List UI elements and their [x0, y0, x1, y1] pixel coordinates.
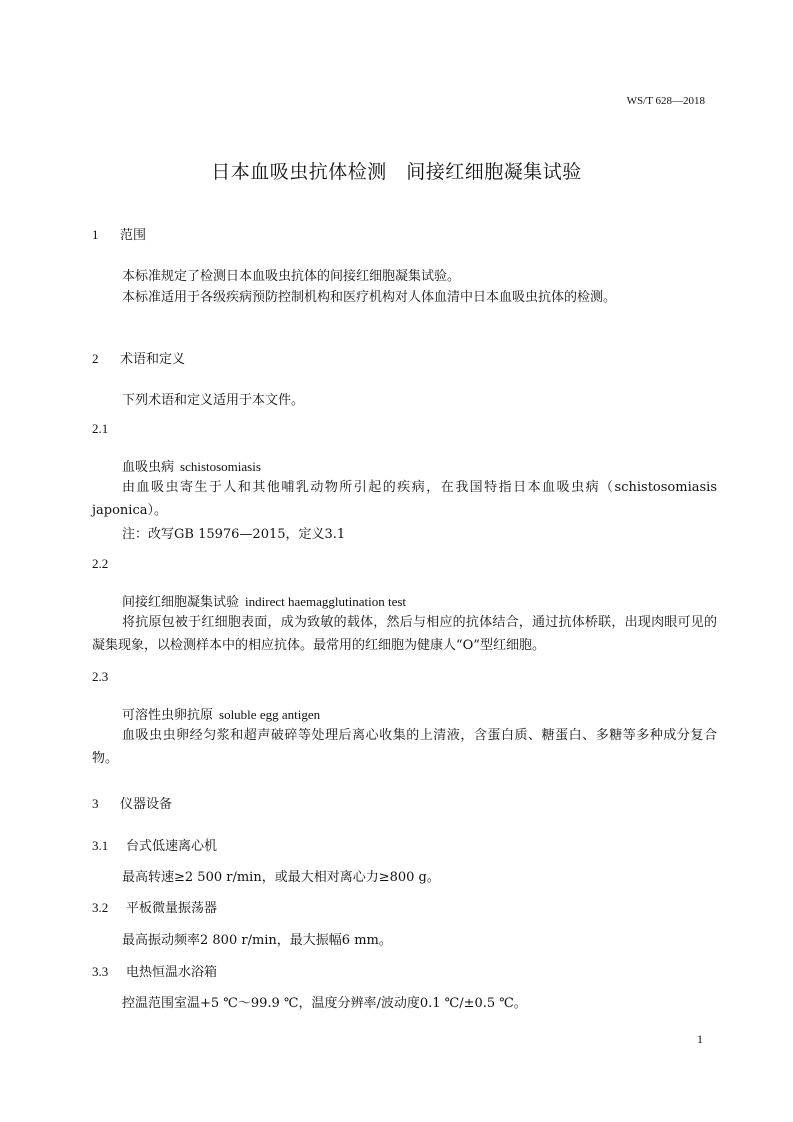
- paragraph: 最高振动频率2 800 r/min，最大振幅6 mm。: [122, 933, 392, 948]
- paragraph: 本标准规定了检测日本血吸虫抗体的间接红细胞凝集试验。: [122, 269, 461, 284]
- term-definition: 由血吸虫寄生于人和其他哺乳动物所引起的疾病，在我国特指日本血吸虫病（schistosomiasis japonica）。: [92, 480, 717, 518]
- paragraph: 最高转速≥2 500 r/min，或最大相对离心力≥800 g。: [122, 870, 440, 885]
- term-english: schistosomiasis: [180, 459, 261, 474]
- section-title: 范围: [120, 228, 147, 243]
- term-english: indirect haemagglutination test: [245, 594, 407, 609]
- term-number: 2.2: [92, 556, 109, 571]
- section-number: 1: [92, 227, 99, 242]
- subsection-3-1-heading: [92, 835, 217, 854]
- subsection-number: 3.2: [92, 900, 109, 915]
- term-entry: [122, 591, 406, 610]
- section-3-heading: [92, 793, 172, 812]
- section-1-heading: [92, 224, 146, 243]
- subsection-title: 平板微量振荡器: [126, 901, 218, 916]
- term-chinese: 可溶性虫卵抗原: [122, 708, 214, 723]
- term-chinese: 间接红细胞凝集试验: [122, 595, 240, 610]
- standard-code-header: WS/T 628—2018: [626, 95, 705, 107]
- term-definition: 将抗原包被于红细胞表面，成为致敏的载体，然后与相应的抗体结合，通过抗体桥联，出现肉眼可见的凝集现象，以检测样本中的相应抗体。最常用的红细胞为健康人“O”型红细胞。: [92, 615, 717, 653]
- paragraph: 控温范围室温+5 ℃～99.9 ℃，温度分辨率/波动度0.1 ℃/±0.5 ℃。: [122, 996, 527, 1011]
- term-english: soluble egg antigen: [219, 707, 321, 722]
- term-number: 2.3: [92, 669, 109, 684]
- subsection-3-2-heading: [92, 897, 217, 916]
- subsection-title: 电热恒温水浴箱: [126, 965, 218, 980]
- term-entry: [122, 456, 261, 475]
- term-definition: 血吸虫虫卵经匀浆和超声破碎等处理后离心收集的上清液，含蛋白质、糖蛋白、多糖等多种成分复合物。: [92, 728, 717, 766]
- section-title: 术语和定义: [120, 352, 186, 367]
- document-title: 日本血吸虫抗体检测 间接红细胞凝集试验: [211, 161, 582, 183]
- section-2-heading: [92, 348, 185, 367]
- term-chinese: 血吸虫病: [122, 460, 175, 475]
- subsection-3-3-heading: [92, 961, 217, 980]
- term-entry: [122, 704, 320, 723]
- subsection-title: 台式低速离心机: [126, 839, 218, 854]
- paragraph: 本标准适用于各级疾病预防控制机构和医疗机构对人体血清中日本血吸虫抗体的检测。: [122, 290, 617, 305]
- section-number: 2: [92, 351, 99, 366]
- term-number: 2.1: [92, 421, 109, 436]
- term-note: 注：改写GB 15976—2015，定义3.1: [122, 527, 346, 542]
- subsection-number: 3.1: [92, 838, 109, 853]
- section-title: 仪器设备: [120, 797, 173, 812]
- section-number: 3: [92, 796, 99, 811]
- paragraph: 下列术语和定义适用于本文件。: [122, 393, 305, 408]
- page-number: 1: [697, 1032, 703, 1046]
- subsection-number: 3.3: [92, 964, 109, 979]
